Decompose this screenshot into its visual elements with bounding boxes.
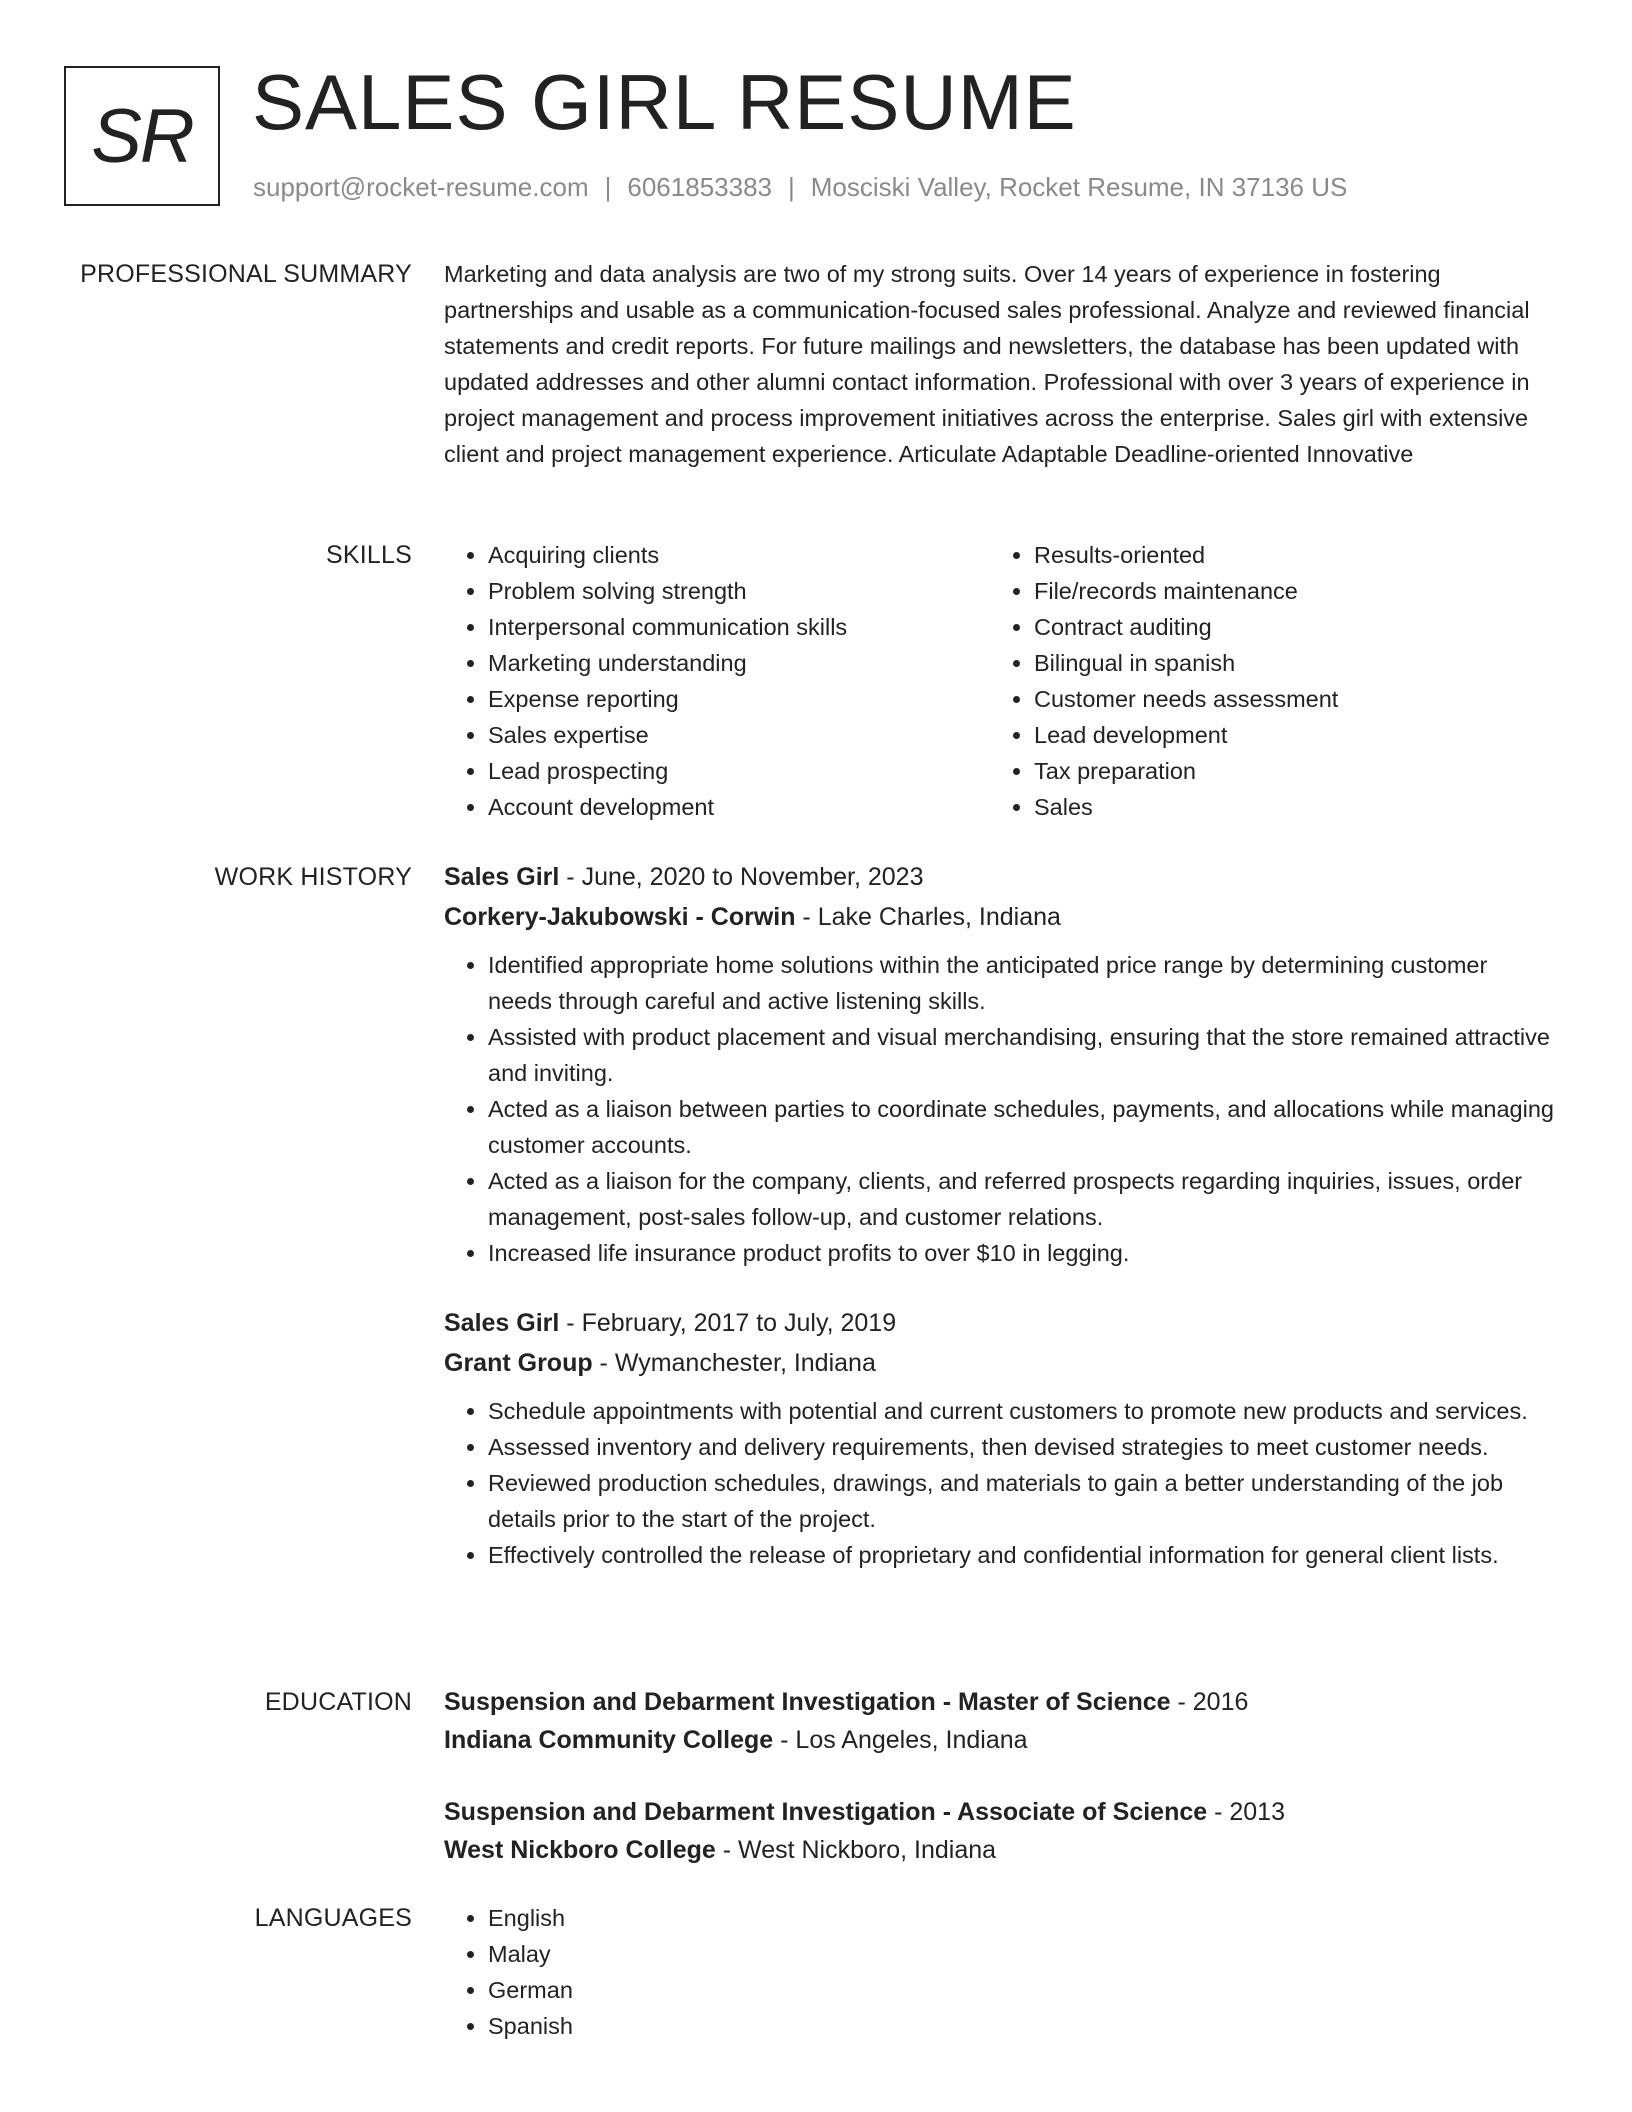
list-item: • Interpersonal communication skills xyxy=(488,609,990,645)
work-history-body xyxy=(444,857,1554,1573)
list-item: • Spanish xyxy=(488,2008,1554,2044)
list-item: • Marketing understanding xyxy=(488,645,990,681)
contact-phone[interactable]: 6061853383 xyxy=(627,172,772,202)
job-location: - Wymanchester, Indiana xyxy=(592,1349,876,1377)
job-employer xyxy=(444,1343,1554,1383)
job-entry xyxy=(444,1303,1554,1573)
list-item: • Sales xyxy=(1034,789,1536,825)
school-name: West Nickboro College xyxy=(444,1836,716,1864)
list-item: • Assisted with product placement and visual merchandising, ensuring that the store remained attractive and inviting. xyxy=(488,1019,1554,1091)
languages-list xyxy=(444,1900,1554,2044)
degree-year: - 2013 xyxy=(1207,1798,1285,1826)
job-location: - Lake Charles, Indiana xyxy=(795,903,1061,931)
job-bullets xyxy=(444,1393,1554,1573)
education-degree xyxy=(444,1793,1554,1831)
job-bullets xyxy=(444,947,1554,1271)
list-item: • English xyxy=(488,1900,1554,1936)
list-item: • Account development xyxy=(488,789,990,825)
skills-list-right xyxy=(990,537,1536,825)
list-item: • Contract auditing xyxy=(1034,609,1536,645)
list-item: • Problem solving strength xyxy=(488,573,990,609)
list-item: • Acted as a liaison between parties to coordinate schedules, payments, and allocations while managing customer accounts. xyxy=(488,1091,1554,1163)
job-heading xyxy=(444,857,1554,897)
list-item: • Assessed inventory and delivery requirements, then devised strategies to meet customer needs. xyxy=(488,1429,1554,1465)
list-item: • Reviewed production schedules, drawings, and materials to gain a better understanding of the job details prior to the start of the project. xyxy=(488,1465,1554,1537)
job-heading xyxy=(444,1303,1554,1343)
list-item: • German xyxy=(488,1972,1554,2008)
degree-name: Suspension and Debarment Investigation - Associate of Science xyxy=(444,1798,1208,1826)
contact-email[interactable]: support@rocket-resume.com xyxy=(253,172,589,202)
education-label: EDUCATION xyxy=(264,1688,412,1716)
list-item: • File/records maintenance xyxy=(1034,573,1536,609)
job-company: Corkery-Jakubowski - Corwin xyxy=(444,903,796,931)
summary-label: PROFESSIONAL SUMMARY xyxy=(80,260,412,288)
list-item: • Identified appropriate home solutions within the anticipated price range by determining customer needs through careful and active listening skills. xyxy=(488,947,1554,1019)
languages-body xyxy=(444,1900,1554,2044)
languages-label: LANGUAGES xyxy=(254,1904,412,1932)
resume-title: SALES GIRL RESUME xyxy=(252,58,1077,146)
skills-list-left xyxy=(444,537,990,825)
list-item: • Results-oriented xyxy=(1034,537,1536,573)
job-entry xyxy=(444,857,1554,1271)
job-company: Grant Group xyxy=(444,1349,593,1377)
monogram-logo: SR xyxy=(64,66,220,206)
job-title: Sales Girl xyxy=(444,1309,560,1337)
contact-line xyxy=(253,172,1347,203)
job-dates: - June, 2020 to November, 2023 xyxy=(559,863,924,891)
list-item: • Malay xyxy=(488,1936,1554,1972)
summary-text: Marketing and data analysis are two of my strong suits. Over 14 years of experience in fostering partnerships and usable as a communication-focused sales professional. Analyze and reviewed financial statements and credit reports. For future mailings and newsletters, the database has been updated with updated addresses and other alumni contact information. Professional with over 3 years of experience in project management and process improvement initiatives across the enterprise. Sales girl with extensive client and project management experience. Articulate Adaptable Deadline-oriented Innovative xyxy=(444,261,1530,467)
list-item: • Lead development xyxy=(1034,717,1536,753)
education-degree xyxy=(444,1683,1554,1721)
work-history-label: WORK HISTORY xyxy=(214,863,412,891)
list-item: • Effectively controlled the release of proprietary and confidential information for general client lists. xyxy=(488,1537,1554,1573)
job-dates: - February, 2017 to July, 2019 xyxy=(559,1309,897,1337)
list-item: • Sales expertise xyxy=(488,717,990,753)
education-body xyxy=(444,1683,1554,1869)
contact-separator: | xyxy=(604,172,612,202)
job-title: Sales Girl xyxy=(444,863,560,891)
school-name: Indiana Community College xyxy=(444,1726,774,1754)
education-entry xyxy=(444,1793,1554,1869)
list-item: • Increased life insurance product profits to over $10 in legging. xyxy=(488,1235,1554,1271)
skills-label: SKILLS xyxy=(326,541,412,569)
summary-body xyxy=(444,256,1554,472)
school-location: - West Nickboro, Indiana xyxy=(715,1836,997,1864)
list-item: • Customer needs assessment xyxy=(1034,681,1536,717)
list-item: • Bilingual in spanish xyxy=(1034,645,1536,681)
degree-year: - 2016 xyxy=(1170,1688,1249,1716)
list-item: • Acted as a liaison for the company, clients, and referred prospects regarding inquiries, issues, order management, post-sales follow-up, and customer relations. xyxy=(488,1163,1554,1235)
list-item: • Acquiring clients xyxy=(488,537,990,573)
education-entry xyxy=(444,1683,1554,1759)
school-location: - Los Angeles, Indiana xyxy=(773,1726,1028,1754)
job-employer xyxy=(444,897,1554,937)
degree-name: Suspension and Debarment Investigation - Master of Science xyxy=(444,1688,1171,1716)
list-item: • Expense reporting xyxy=(488,681,990,717)
contact-address: Mosciski Valley, Rocket Resume, IN 37136 US xyxy=(810,172,1348,202)
contact-separator: | xyxy=(788,172,795,202)
list-item: • Lead prospecting xyxy=(488,753,990,789)
education-school xyxy=(444,1721,1554,1759)
education-school xyxy=(444,1831,1554,1869)
skills-body xyxy=(444,537,1554,825)
list-item: • Tax preparation xyxy=(1034,753,1536,789)
list-item: • Schedule appointments with potential and current customers to promote new products and services. xyxy=(488,1393,1554,1429)
